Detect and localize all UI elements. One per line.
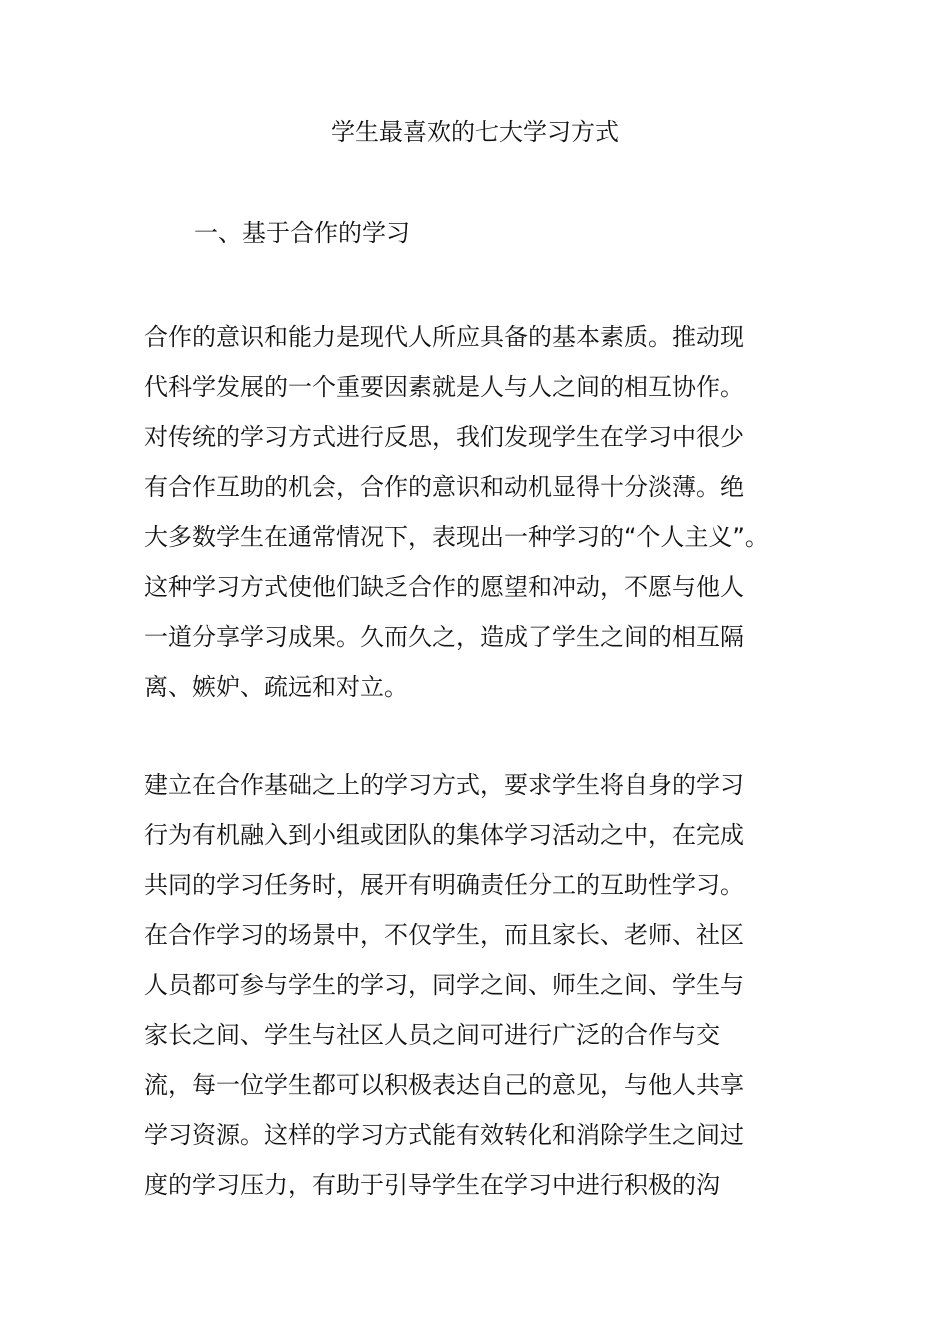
paragraph-line: 学习资源。这样的学习方式能有效转化和消除学生之间过 <box>144 1121 744 1149</box>
paragraph-line: 离、嫉妒、疏远和对立。 <box>144 673 408 701</box>
paragraph-line: 这种学习方式使他们缺乏合作的愿望和冲动，不愿与他人 <box>144 573 744 601</box>
paragraph-line: 行为有机融入到小组或团队的集体学习活动之中，在完成 <box>144 821 744 849</box>
paragraph-line: 度的学习压力，有助于引导学生在学习中进行积极的沟 <box>144 1171 720 1199</box>
paragraph-line: 有合作互助的机会，合作的意识和动机显得十分淡薄。绝 <box>144 473 744 501</box>
section-heading: 一、基于合作的学习 <box>194 219 410 247</box>
paragraph-line: 对传统的学习方式进行反思，我们发现学生在学习中很少 <box>144 423 744 451</box>
paragraph-line: 代科学发展的一个重要因素就是人与人之间的相互协作。 <box>144 373 744 401</box>
paragraph-line: 在合作学习的场景中，不仅学生，而且家长、老师、社区 <box>144 921 744 949</box>
paragraph-line: 大多数学生在通常情况下，表现出一种学习的“个人主义”。 <box>144 523 769 551</box>
paragraph-line: 合作的意识和能力是现代人所应具备的基本素质。推动现 <box>144 323 744 351</box>
paragraph-line: 一道分享学习成果。久而久之，造成了学生之间的相互隔 <box>144 623 744 651</box>
paragraph-line: 共同的学习任务时，展开有明确责任分工的互助性学习。 <box>144 871 744 899</box>
paragraph-line: 人员都可参与学生的学习，同学之间、师生之间、学生与 <box>144 971 744 999</box>
paragraph-2 <box>144 760 824 1210</box>
paragraph-line: 家长之间、学生与社区人员之间可进行广泛的合作与交 <box>144 1021 720 1049</box>
document-title: 学生最喜欢的七大学习方式 <box>331 118 619 146</box>
paragraph-line: 建立在合作基础之上的学习方式，要求学生将自身的学习 <box>144 771 744 799</box>
paragraph-line: 流，每一位学生都可以积极表达自己的意见，与他人共享 <box>144 1071 744 1099</box>
paragraph-1 <box>144 312 824 712</box>
